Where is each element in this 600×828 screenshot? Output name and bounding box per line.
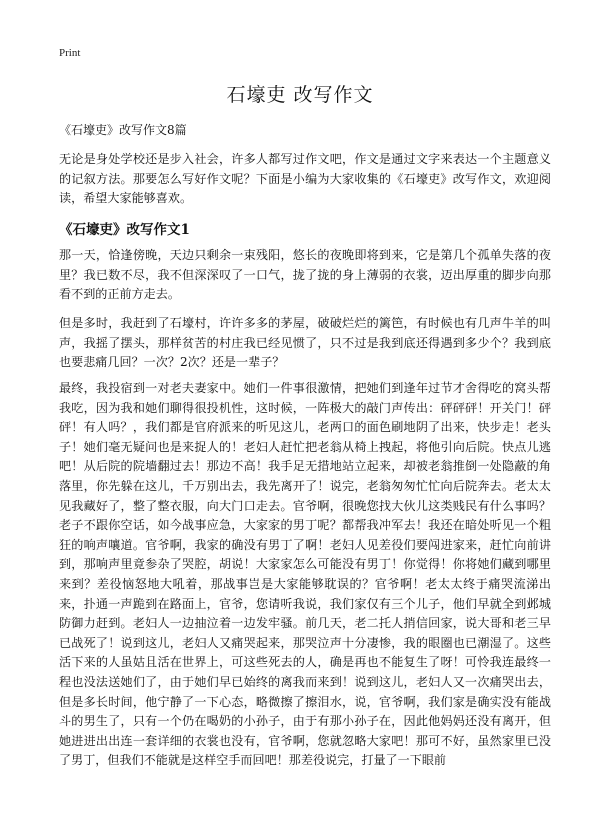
- intro-paragraph: 无论是身处学校还是步入社会，许多人都写过作文吧，作文是通过文字来表达一个主题意义的记叙方法。那要怎么写好作文呢？下面是小编为大家收集的《石壕吏》改写作文，欢迎阅读，希望大家能够喜欢。: [59, 152, 551, 206]
- body-paragraph-1: 那一天，恰逢傍晚，天边只剩余一束残阳，悠长的夜晚即将到来，它是第几个孤单失落的夜里？我已数不尽，我不但深深叹了一口气，拢了拢的身上薄弱的衣裳，迈出厚重的脚步向那看不到的正前方走去。: [59, 248, 551, 302]
- body-paragraph-3: 最终，我投宿到一对老夫妻家中。她们一件事很激情，把她们到逢年过节才舍得吃的窝头帮我吃，因为我和她们聊得很投机性，这时候，一阵极大的敲门声传出：砰砰砰！开关门！砰砰！有人吗？，我们都是官府派来的听见这儿，老两口的面色刷地阴了出来，快步走！老头子！她们毫无疑问也是来捉人的！老妇人赶忙把老翁从椅上拽起，将他引向后院。快点儿逃吧！从后院的院墙翻过去！那边不高！我手足无措地站立起来，却被老翁推倒一处隐蔽的角落里，你先躲在这儿，千万别出去，我先离开了！说完，老翁匆匆忙忙向后院奔去。老太太见我藏好了，整了整衣服，向大门口走去。官爷啊，很晚您找大伙儿这类贱民有什么事吗？老子不跟你空话，如今战事应急，大家家的男丁呢？都帮我冲军去！我还在暗处听见一个粗狂的响声嚷道。官爷啊，我家的确没有男丁了啊！老妇人见差役们要闯进家来，赶忙向前讲到，那响声里竟参杂了哭腔，胡说！大家家怎么可能没有男丁！你觉得！你将她们藏到哪里来到？差役恼怒地大吼着，那战事岂是大家能够耽误的？官爷啊！老太太终于痛哭流涕出来，扑通一声跪到在路面上，官爷，您请听我说，我们家仅有三个儿子，他们早就全到邺城防御力赶到。老妇人一边抽泣着一边发牢骚。前几天，老二托人捎信回家，说大哥和老三早已战死了！说到这儿，老妇人又痛哭起来，那哭泣声十分凄惨，我的眼圈也已潮湿了。这些活下来的人虽姑且活在世界上，可这些死去的人，确是再也不能复生了呀！可怜我连最终一程也没法送她们了，由于她们早已始终的离我而来到！说到这儿，老妇人又一次痛哭出去，但是多长时间，他宁静了一下心态，略微擦了擦泪水，说，官爷啊，我们家是确实没有能战斗的男生了，只有一个仍在喝奶的小孙子，由于有那小孙子在，因此他妈妈还没有离开，但她进进出出连一套详细的衣裳也没有，官爷啊，您就忽略大家吧！那可不好，虽然家里已没了男丁，但我们不能就是这样空手而回吧！那差役说完，打量了一下眼前: [59, 381, 551, 768]
- page-title: 石壕吏 改写作文: [226, 84, 374, 106]
- document-subtitle: 《石壕吏》改写作文8篇: [59, 123, 187, 137]
- print-label: Print: [59, 47, 81, 59]
- section-heading: 《石壕吏》改写作文1: [59, 222, 190, 238]
- body-paragraph-2: 但是多时，我赶到了石壕村，许许多多的茅屋，破破烂烂的篱笆，有时候也有几声牛羊的叫声，我摇了摆头，那样贫苦的村庄我已经见惯了，只不过是我到底还得遇到多少个？我到底也要悲痛几回？一次？2次？还是一辈子？: [59, 316, 551, 370]
